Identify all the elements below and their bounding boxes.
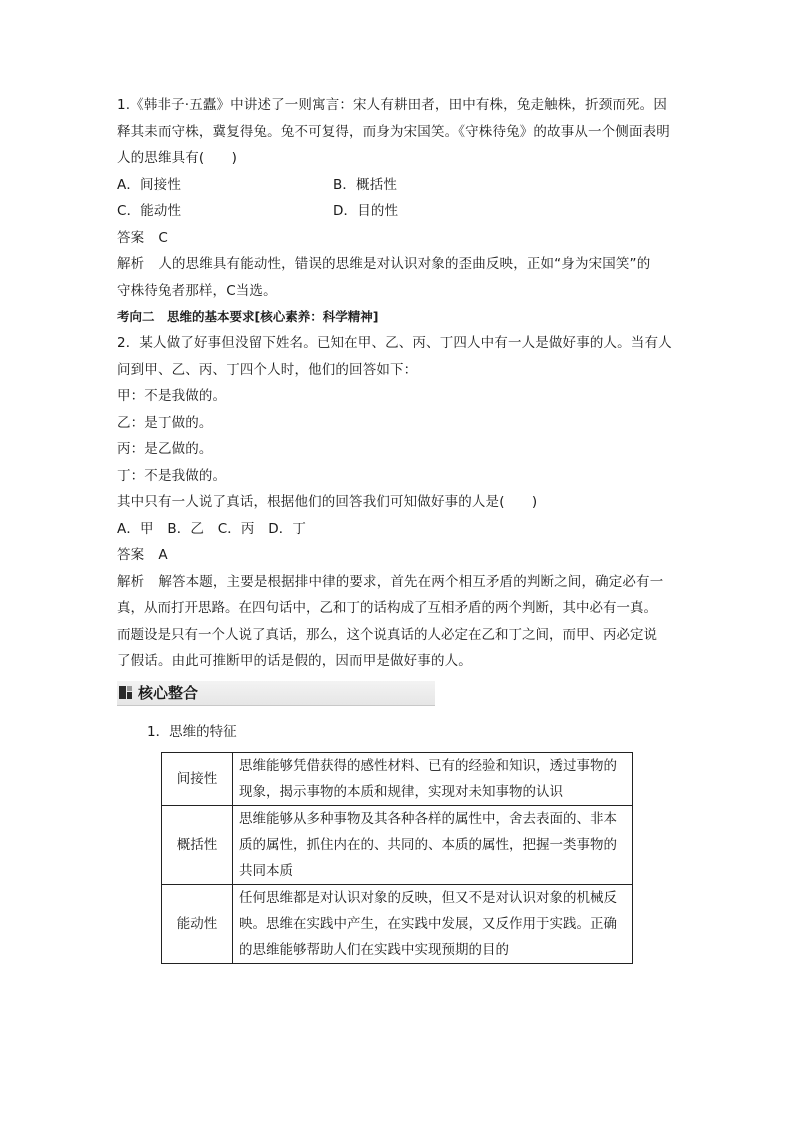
feature-description [233,884,633,963]
description-line: 思维能够凭借获得的感性材料、已有的经验和知识，透过事物的 [239,757,617,774]
option-d: D．目的性 [333,203,399,219]
question-1-line-2: 释其耒而守株，冀复得兔。兔不可复得，而身为宋国笑。《守株待兔》的故事从一个侧面表明 [117,123,670,140]
description-line: 现象，揭示事物的本质和规律，实现对未知事物的认识 [239,783,563,800]
question-2-line-1: 2．某人做了好事但没留下姓名。已知在甲、乙、丙、丁四人中有一人是做好事的人。当有人 [117,335,672,351]
question-2-analysis-line-3: 而题设是只有一个人说了真话，那么，这个说真话的人必定在乙和丁之间，而甲、丙必定说 [117,626,657,643]
question-2 [117,330,681,675]
table-row [162,805,633,884]
analysis-label: 解析 [117,256,145,272]
feature-description [233,805,633,884]
question-2-analysis-line-1 [117,569,681,596]
list-title: 1．思维的特征 [147,723,237,740]
question-2-line-3: 甲：不是我做的。 [117,388,227,404]
question-1-line-3: 人的思维具有( ) [117,150,238,166]
question-2-analysis-line-4: 了假话。由此可推断甲的话是假的，因而甲是做好事的人。 [117,653,472,669]
question-1-analysis-line-2: 守株待兔者那样，C当选。 [117,282,277,299]
question-2-analysis-line-2: 真，从而打开思路。在四句话中，乙和丁的话构成了互相矛盾的两个判断，其中必有一真。 [117,600,657,616]
feature-term: 概括性 [162,805,233,884]
question-1-line-1: 1.《韩非子·五蠹》中讲述了一则寓言：宋人有耕田者，田中有株，兔走触株，折颈而死。因 [117,97,667,113]
description-line: 任何思维都是对认识对象的反映，但又不是对认识对象的机械反 [239,889,617,906]
answer-value: A [158,547,168,563]
analysis-text: 人的思维具有能动性，错误的思维是对认识对象的歪曲反映，正如“身为宋国笑”的 [158,256,651,272]
question-2-line-6: 丁：不是我做的。 [117,467,227,484]
description-line: 思维能够从多种事物及其各种各样的属性中，舍去表面的、非本 [239,810,617,827]
section-marker-icon [119,686,132,699]
question-1 [117,92,681,304]
description-line: 映。思维在实践中产生，在实践中发展，又反作用于实践。正确 [239,915,617,932]
document-page [117,92,681,964]
question-2-line-7: 其中只有一人说了真话，根据他们的回答我们可知做好事的人是( ) [117,494,538,510]
features-table [161,752,633,964]
banner-title: 核心整合 [138,683,199,702]
analysis-label: 解析 [117,573,145,590]
question-2-line-4: 乙：是丁做的。 [117,414,213,431]
analysis-text: 解答本题，主要是根据排中律的要求，首先在两个相互矛盾的判断之间，确定必有一 [158,573,664,590]
answer-label: 答案 [117,229,145,246]
description-line: 的思维能够帮助人们在实践中实现预期的目的 [239,941,509,958]
core-integration-banner [117,681,435,706]
table-row [162,752,633,805]
question-1-options-row-2 [117,198,681,225]
option-a: A．间接性 [117,176,181,193]
question-1-answer [117,225,681,252]
feature-term: 间接性 [162,752,233,805]
description-line: 质的属性，抓住内在的、共同的、本质的属性，把握一类事物的 [239,836,617,853]
option-b: B．概括性 [333,176,398,193]
answer-label: 答案 [117,547,145,563]
question-2-line-2: 问到甲、乙、丙、丁四个人时，他们的回答如下： [117,361,418,378]
feature-term: 能动性 [162,884,233,963]
question-2-line-5: 丙：是乙做的。 [117,441,213,457]
answer-value: C [158,229,168,246]
question-1-analysis-line-1 [117,251,681,278]
table-row [162,884,633,963]
question-2-options: A．甲 B．乙 C．丙 D．丁 [117,520,307,537]
section-heading: 考向二 思维的基本要求[核心素养：科学精神] [117,309,379,324]
question-1-options-row-1 [117,172,681,199]
question-2-answer [117,542,681,569]
description-line: 共同本质 [239,862,293,879]
feature-description [233,752,633,805]
option-c: C．能动性 [117,203,182,219]
